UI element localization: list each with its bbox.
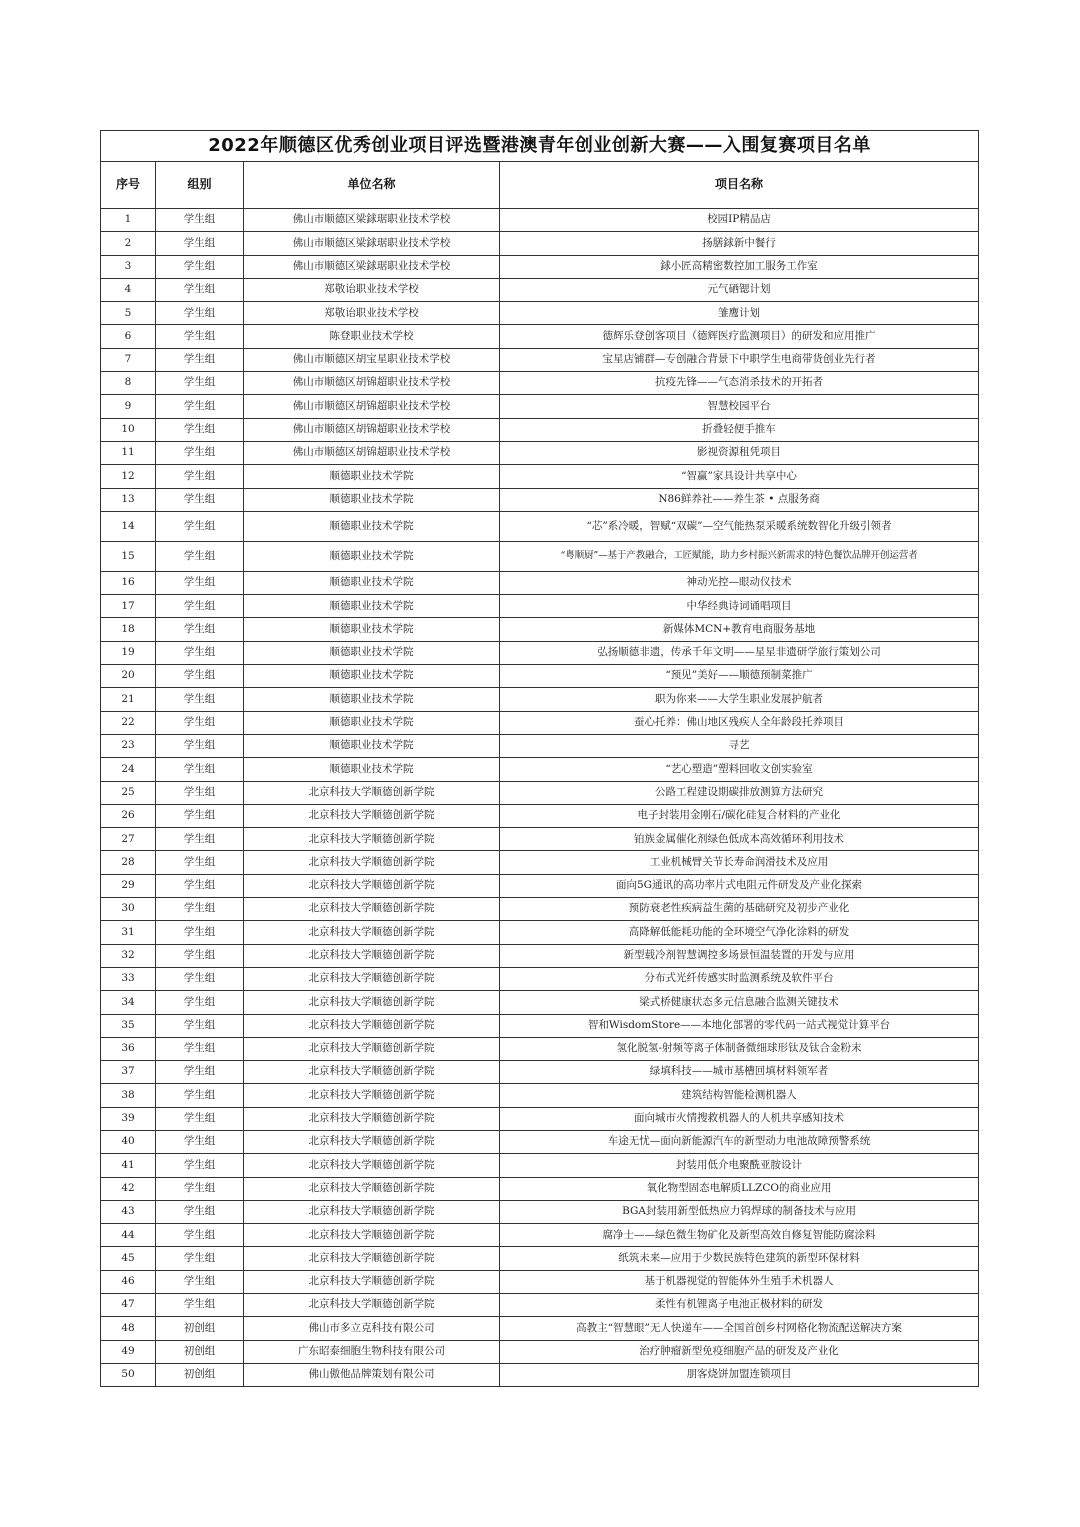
table-row [101, 641, 979, 664]
cell-unit: 北京科技大学顺德创新学院 [244, 1270, 500, 1293]
cell-unit: 佛山市顺德区梁銶琚职业技术学校 [244, 255, 500, 278]
cell-project: 铂族金属催化剂绿色低成本高效循环利用技术 [500, 828, 979, 851]
cell-unit: 北京科技大学顺德创新学院 [244, 1014, 500, 1037]
cell-unit: 北京科技大学顺德创新学院 [244, 851, 500, 874]
cell-group: 学生组 [156, 209, 244, 232]
cell-index: 13 [101, 488, 156, 511]
cell-project: 影视资源租凭项目 [500, 441, 979, 464]
table-row [101, 255, 979, 278]
cell-unit: 顺德职业技术学院 [244, 541, 500, 571]
cell-project: 新媒体MCN+教育电商服务基地 [500, 618, 979, 641]
cell-project: 宝星店铺群—专创融合背景下中职学生电商带货创业先行者 [500, 348, 979, 371]
table-row [101, 541, 979, 571]
cell-project: 智和WisdomStore——本地化部署的零代码一站式视觉计算平台 [500, 1014, 979, 1037]
cell-project: 分布式光纤传感实时监测系统及软件平台 [500, 967, 979, 990]
cell-group: 学生组 [156, 991, 244, 1014]
cell-unit: 顺德职业技术学院 [244, 758, 500, 781]
cell-group: 学生组 [156, 618, 244, 641]
cell-unit: 顺德职业技术学院 [244, 465, 500, 488]
cell-group: 学生组 [156, 1224, 244, 1247]
cell-unit: 佛山市顺德区胡宝星职业技术学校 [244, 348, 500, 371]
cell-group: 初创组 [156, 1317, 244, 1340]
cell-group: 学生组 [156, 944, 244, 967]
table-row [101, 511, 979, 541]
cell-project: 基于机器视觉的智能体外生殖手术机器人 [500, 1270, 979, 1293]
cell-unit: 顺德职业技术学院 [244, 711, 500, 734]
cell-group: 学生组 [156, 1014, 244, 1037]
cell-index: 41 [101, 1154, 156, 1177]
table-row [101, 1270, 979, 1293]
cell-index: 14 [101, 511, 156, 541]
cell-index: 50 [101, 1363, 156, 1386]
cell-group: 学生组 [156, 302, 244, 325]
table-row [101, 665, 979, 688]
cell-index: 16 [101, 571, 156, 594]
table-row [101, 874, 979, 897]
cell-group: 学生组 [156, 395, 244, 418]
cell-unit: 北京科技大学顺德创新学院 [244, 898, 500, 921]
cell-unit: 佛山市多立克科技有限公司 [244, 1317, 500, 1340]
cell-index: 30 [101, 898, 156, 921]
cell-index: 12 [101, 465, 156, 488]
cell-index: 3 [101, 255, 156, 278]
cell-group: 学生组 [156, 348, 244, 371]
cell-group: 初创组 [156, 1340, 244, 1363]
cell-project: 纸筑未来—应用于少数民族特色建筑的新型环保材料 [500, 1247, 979, 1270]
cell-group: 学生组 [156, 571, 244, 594]
cell-project: “艺心塑造”塑料回收文创实验室 [500, 758, 979, 781]
cell-project: 高教主“智慧眼”无人快递车——全国首创乡村网格化物流配送解决方案 [500, 1317, 979, 1340]
table-row [101, 278, 979, 301]
cell-project: “智赢”家具设计共享中心 [500, 465, 979, 488]
cell-project: 电子封装用金刚石/碳化硅复合材料的产业化 [500, 804, 979, 827]
cell-project: 神动光控—眼动仪技术 [500, 571, 979, 594]
cell-group: 学生组 [156, 967, 244, 990]
cell-project: 面向5G通讯的高功率片式电阻元件研发及产业化探索 [500, 874, 979, 897]
cell-index: 6 [101, 325, 156, 348]
table-row [101, 1200, 979, 1223]
cell-project: “预见”美好——顺德预制菜推广 [500, 665, 979, 688]
cell-project: 智慧校园平台 [500, 395, 979, 418]
cell-index: 40 [101, 1130, 156, 1153]
cell-group: 学生组 [156, 511, 244, 541]
cell-group: 学生组 [156, 781, 244, 804]
cell-group: 学生组 [156, 372, 244, 395]
cell-project: 蚕心托养：佛山地区残疾人全年龄段托养项目 [500, 711, 979, 734]
cell-group: 学生组 [156, 1130, 244, 1153]
cell-unit: 顺德职业技术学院 [244, 734, 500, 757]
cell-index: 26 [101, 804, 156, 827]
table-row [101, 851, 979, 874]
cell-unit: 佛山市顺德区梁銶琚职业技术学校 [244, 209, 500, 232]
cell-index: 10 [101, 418, 156, 441]
cell-group: 学生组 [156, 1084, 244, 1107]
cell-unit: 北京科技大学顺德创新学院 [244, 874, 500, 897]
cell-unit: 北京科技大学顺德创新学院 [244, 1037, 500, 1060]
cell-index: 5 [101, 302, 156, 325]
cell-project: 建筑结构智能检测机器人 [500, 1084, 979, 1107]
cell-group: 学生组 [156, 665, 244, 688]
table-row [101, 944, 979, 967]
cell-group: 学生组 [156, 541, 244, 571]
cell-index: 25 [101, 781, 156, 804]
cell-unit: 北京科技大学顺德创新学院 [244, 1247, 500, 1270]
table-row [101, 921, 979, 944]
cell-group: 学生组 [156, 804, 244, 827]
cell-index: 31 [101, 921, 156, 944]
cell-unit: 顺德职业技术学院 [244, 511, 500, 541]
cell-project: 朋客烧饼加盟连锁项目 [500, 1363, 979, 1386]
cell-unit: 顺德职业技术学院 [244, 488, 500, 511]
cell-index: 48 [101, 1317, 156, 1340]
cell-index: 23 [101, 734, 156, 757]
cell-project: 面向城市火情搜救机器人的人机共享感知技术 [500, 1107, 979, 1130]
cell-project: 扬膳銶新中餐行 [500, 232, 979, 255]
cell-group: 学生组 [156, 1037, 244, 1060]
table-row [101, 1294, 979, 1317]
cell-group: 学生组 [156, 325, 244, 348]
cell-index: 8 [101, 372, 156, 395]
cell-unit: 佛山市顺德区梁銶琚职业技术学校 [244, 232, 500, 255]
cell-project: 德辉乐登创客项目（德辉医疗监测项目）的研发和应用推广 [500, 325, 979, 348]
header-index: 序号 [101, 162, 156, 209]
cell-group: 学生组 [156, 688, 244, 711]
cell-group: 学生组 [156, 418, 244, 441]
table-row [101, 1014, 979, 1037]
table-row [101, 898, 979, 921]
cell-project: 弘扬顺德非遗，传承千年文明——星星非遗研学旅行策划公司 [500, 641, 979, 664]
cell-group: 学生组 [156, 734, 244, 757]
table-row [101, 325, 979, 348]
cell-unit: 北京科技大学顺德创新学院 [244, 1177, 500, 1200]
table-row [101, 688, 979, 711]
table-body [101, 209, 979, 1387]
cell-index: 38 [101, 1084, 156, 1107]
cell-group: 初创组 [156, 1363, 244, 1386]
table-row [101, 1363, 979, 1386]
header-project: 项目名称 [500, 162, 979, 209]
cell-project: “芯”系冷暖，智赋“双碳”—空气能热泵采暖系统数智化升级引领者 [500, 511, 979, 541]
cell-index: 39 [101, 1107, 156, 1130]
cell-group: 学生组 [156, 255, 244, 278]
table-row [101, 372, 979, 395]
header-row [101, 162, 979, 209]
cell-index: 33 [101, 967, 156, 990]
cell-group: 学生组 [156, 441, 244, 464]
cell-index: 21 [101, 688, 156, 711]
cell-unit: 北京科技大学顺德创新学院 [244, 1200, 500, 1223]
cell-project: 车途无忧—面向新能源汽车的新型动力电池故障预警系统 [500, 1130, 979, 1153]
cell-group: 学生组 [156, 641, 244, 664]
table-row [101, 1061, 979, 1084]
cell-project: 校园IP精品店 [500, 209, 979, 232]
cell-project: 高降解低能耗功能的全环境空气净化涂料的研发 [500, 921, 979, 944]
table-row [101, 418, 979, 441]
cell-group: 学生组 [156, 898, 244, 921]
table-row [101, 781, 979, 804]
table-row [101, 804, 979, 827]
table-row [101, 488, 979, 511]
table-row [101, 828, 979, 851]
cell-project: 折叠轻便手推车 [500, 418, 979, 441]
table-row [101, 1037, 979, 1060]
cell-index: 7 [101, 348, 156, 371]
table-row [101, 465, 979, 488]
cell-group: 学生组 [156, 1200, 244, 1223]
cell-unit: 北京科技大学顺德创新学院 [244, 828, 500, 851]
cell-index: 20 [101, 665, 156, 688]
table-row [101, 1130, 979, 1153]
cell-project: 柔性有机锂离子电池正极材料的研发 [500, 1294, 979, 1317]
cell-project: BGA封装用新型低热应力钨焊球的制备技术与应用 [500, 1200, 979, 1223]
cell-project: 寻艺 [500, 734, 979, 757]
cell-project: 氧化物型固态电解质LLZCO的商业应用 [500, 1177, 979, 1200]
table-row [101, 758, 979, 781]
cell-project: 梁式桥健康状态多元信息融合监测关键技术 [500, 991, 979, 1014]
cell-index: 15 [101, 541, 156, 571]
cell-project: 抗疫先锋——气态消杀技术的开拓者 [500, 372, 979, 395]
cell-index: 36 [101, 1037, 156, 1060]
cell-group: 学生组 [156, 232, 244, 255]
cell-unit: 北京科技大学顺德创新学院 [244, 1084, 500, 1107]
table-row [101, 711, 979, 734]
cell-group: 学生组 [156, 278, 244, 301]
cell-index: 27 [101, 828, 156, 851]
cell-index: 11 [101, 441, 156, 464]
cell-project: 氢化脱氢-射频等离子体制备微细球形钛及钛合金粉末 [500, 1037, 979, 1060]
table-row [101, 1107, 979, 1130]
cell-index: 22 [101, 711, 156, 734]
header-group: 组别 [156, 162, 244, 209]
cell-index: 46 [101, 1270, 156, 1293]
cell-project: 绿填科技——城市基槽回填材料领军者 [500, 1061, 979, 1084]
cell-group: 学生组 [156, 1154, 244, 1177]
table-row [101, 209, 979, 232]
cell-index: 29 [101, 874, 156, 897]
cell-group: 学生组 [156, 1061, 244, 1084]
cell-index: 34 [101, 991, 156, 1014]
table-row [101, 734, 979, 757]
cell-unit: 北京科技大学顺德创新学院 [244, 1224, 500, 1247]
cell-unit: 顺德职业技术学院 [244, 641, 500, 664]
table-row [101, 1154, 979, 1177]
cell-unit: 北京科技大学顺德创新学院 [244, 1061, 500, 1084]
cell-index: 32 [101, 944, 156, 967]
cell-unit: 广东昭泰细胞生物科技有限公司 [244, 1340, 500, 1363]
cell-project: 銶小匠高精密数控加工服务工作室 [500, 255, 979, 278]
table-row [101, 348, 979, 371]
cell-unit: 顺德职业技术学院 [244, 688, 500, 711]
cell-unit: 佛山傲他品牌策划有限公司 [244, 1363, 500, 1386]
cell-group: 学生组 [156, 465, 244, 488]
finalist-table [100, 130, 979, 1387]
cell-project: 封装用低介电聚酰亚胺设计 [500, 1154, 979, 1177]
table-row [101, 1247, 979, 1270]
header-unit: 单位名称 [244, 162, 500, 209]
cell-unit: 佛山市顺德区胡锦超职业技术学校 [244, 372, 500, 395]
cell-index: 2 [101, 232, 156, 255]
cell-index: 43 [101, 1200, 156, 1223]
table-row [101, 967, 979, 990]
cell-unit: 佛山市顺德区胡锦超职业技术学校 [244, 418, 500, 441]
cell-group: 学生组 [156, 1107, 244, 1130]
cell-project: 雏鹰计划 [500, 302, 979, 325]
cell-index: 4 [101, 278, 156, 301]
cell-index: 35 [101, 1014, 156, 1037]
cell-unit: 北京科技大学顺德创新学院 [244, 991, 500, 1014]
cell-project: “粤顺厨”—基于产教融合，工匠赋能，助力乡村振兴新需求的特色餐饮品牌开创运营者 [500, 541, 979, 571]
cell-project: 治疗肿瘤新型免疫细胞产品的研发及产业化 [500, 1340, 979, 1363]
cell-unit: 北京科技大学顺德创新学院 [244, 1294, 500, 1317]
cell-unit: 顺德职业技术学院 [244, 595, 500, 618]
cell-unit: 北京科技大学顺德创新学院 [244, 781, 500, 804]
table-row [101, 302, 979, 325]
cell-project: N86鲜养社——养生茶 • 点服务商 [500, 488, 979, 511]
cell-index: 18 [101, 618, 156, 641]
cell-project: 公路工程建设期碳排放测算方法研究 [500, 781, 979, 804]
cell-project: 预防衰老性疾病益生菌的基础研究及初步产业化 [500, 898, 979, 921]
cell-index: 19 [101, 641, 156, 664]
cell-group: 学生组 [156, 711, 244, 734]
cell-index: 9 [101, 395, 156, 418]
cell-index: 49 [101, 1340, 156, 1363]
table-row [101, 1177, 979, 1200]
cell-project: 元气硒锶计划 [500, 278, 979, 301]
table-row [101, 1224, 979, 1247]
table-row [101, 1317, 979, 1340]
cell-index: 47 [101, 1294, 156, 1317]
cell-group: 学生组 [156, 758, 244, 781]
table-row [101, 991, 979, 1014]
cell-unit: 陈登职业技术学校 [244, 325, 500, 348]
cell-group: 学生组 [156, 874, 244, 897]
cell-index: 42 [101, 1177, 156, 1200]
table-row [101, 232, 979, 255]
table-row [101, 441, 979, 464]
cell-unit: 北京科技大学顺德创新学院 [244, 944, 500, 967]
table-row [101, 1340, 979, 1363]
table-row [101, 395, 979, 418]
cell-group: 学生组 [156, 488, 244, 511]
cell-unit: 顺德职业技术学院 [244, 665, 500, 688]
table-row [101, 595, 979, 618]
cell-unit: 郑敬诒职业技术学校 [244, 278, 500, 301]
cell-unit: 北京科技大学顺德创新学院 [244, 804, 500, 827]
cell-unit: 顺德职业技术学院 [244, 571, 500, 594]
cell-index: 1 [101, 209, 156, 232]
cell-unit: 佛山市顺德区胡锦超职业技术学校 [244, 395, 500, 418]
cell-group: 学生组 [156, 1177, 244, 1200]
page-title: 2022年顺德区优秀创业项目评选暨港澳青年创业创新大赛——入围复赛项目名单 [101, 131, 979, 162]
table-row [101, 571, 979, 594]
cell-unit: 北京科技大学顺德创新学院 [244, 967, 500, 990]
cell-group: 学生组 [156, 595, 244, 618]
cell-unit: 北京科技大学顺德创新学院 [244, 921, 500, 944]
cell-unit: 佛山市顺德区胡锦超职业技术学校 [244, 441, 500, 464]
cell-index: 28 [101, 851, 156, 874]
cell-index: 45 [101, 1247, 156, 1270]
cell-group: 学生组 [156, 828, 244, 851]
cell-index: 37 [101, 1061, 156, 1084]
cell-project: 职为你来——大学生职业发展护航者 [500, 688, 979, 711]
cell-index: 17 [101, 595, 156, 618]
cell-group: 学生组 [156, 1270, 244, 1293]
cell-project: 新型载冷剂智慧调控多场景恒温装置的开发与应用 [500, 944, 979, 967]
cell-group: 学生组 [156, 921, 244, 944]
cell-unit: 北京科技大学顺德创新学院 [244, 1130, 500, 1153]
cell-unit: 北京科技大学顺德创新学院 [244, 1107, 500, 1130]
cell-unit: 顺德职业技术学院 [244, 618, 500, 641]
cell-project: 中华经典诗词诵唱项目 [500, 595, 979, 618]
cell-project: 腐净士——绿色微生物矿化及新型高效自修复智能防腐涂料 [500, 1224, 979, 1247]
cell-index: 44 [101, 1224, 156, 1247]
cell-group: 学生组 [156, 1247, 244, 1270]
cell-index: 24 [101, 758, 156, 781]
table-row [101, 618, 979, 641]
cell-project: 工业机械臂关节长寿命润滑技术及应用 [500, 851, 979, 874]
title-row [101, 131, 979, 162]
table-row [101, 1084, 979, 1107]
cell-group: 学生组 [156, 851, 244, 874]
cell-unit: 郑敬诒职业技术学校 [244, 302, 500, 325]
cell-group: 学生组 [156, 1294, 244, 1317]
cell-unit: 北京科技大学顺德创新学院 [244, 1154, 500, 1177]
